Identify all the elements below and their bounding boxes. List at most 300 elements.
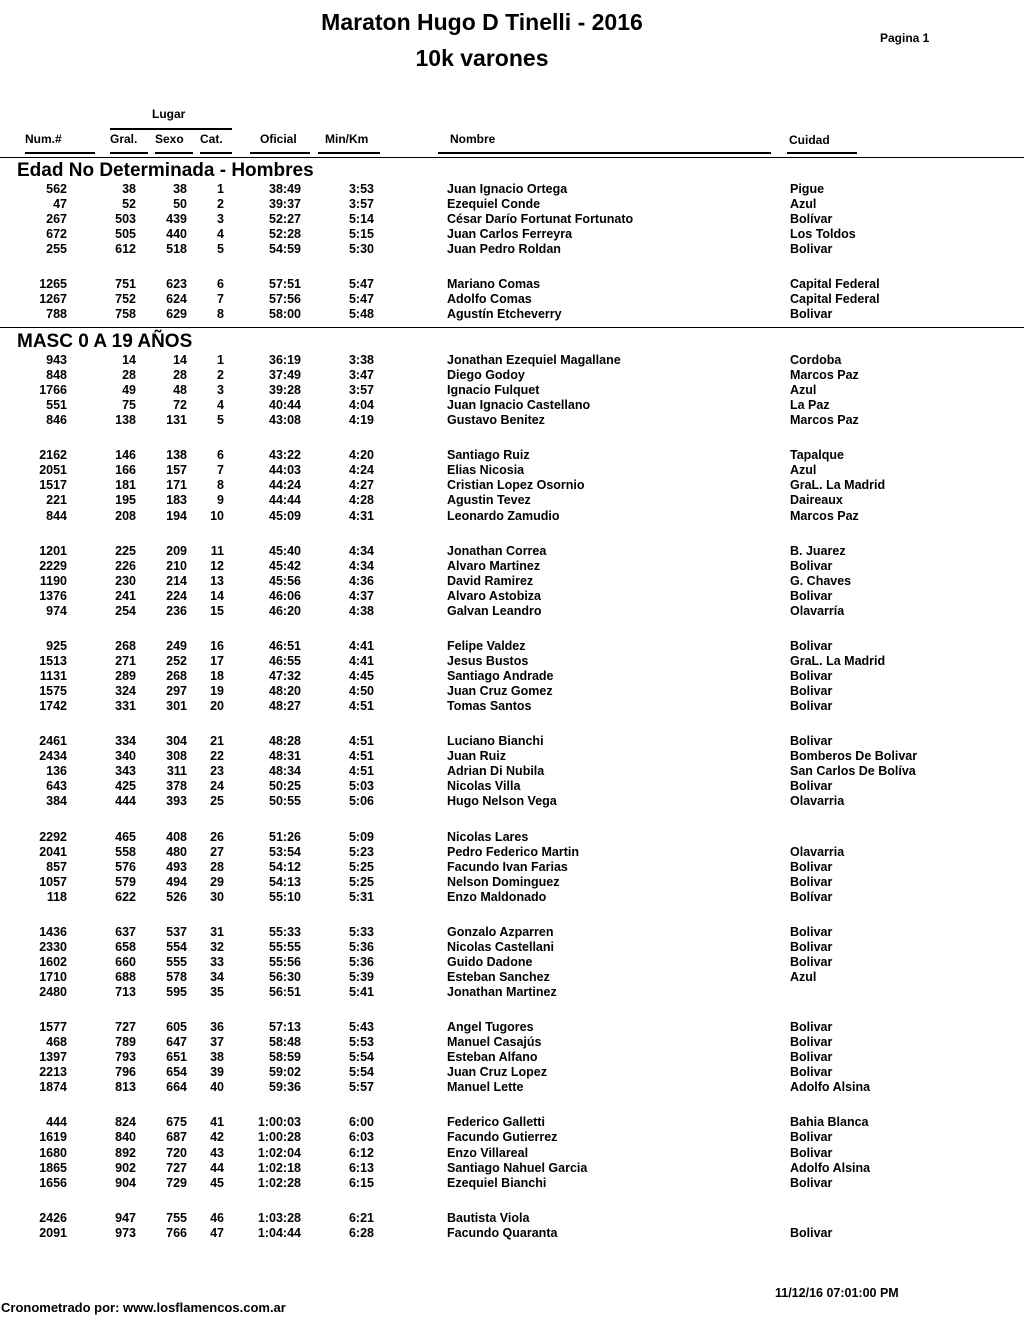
city-cell: Bolivar: [790, 859, 833, 874]
minkm-cell: 4:51: [348, 749, 374, 764]
sexo-cell: 183: [166, 493, 187, 508]
city-cell: Bolivar: [790, 1020, 833, 1035]
num-cell: 1517: [39, 478, 67, 493]
sexo-cell: 623: [166, 277, 187, 292]
sexo-cell: 493: [166, 859, 187, 874]
oficial-cell: 45:09: [269, 508, 301, 523]
minkm-cell: 3:53: [348, 182, 374, 196]
result-row: [0, 1130, 1024, 1145]
result-row: [0, 509, 1024, 524]
gral-cell: 289: [115, 669, 136, 683]
cat-cell: 27: [210, 844, 224, 859]
oficial-cell: 1:00:03: [257, 1115, 301, 1130]
city-cell: Bahia Blanca: [790, 1115, 869, 1130]
oficial-cell: 57:56: [269, 292, 301, 307]
sexo-cell: 50: [173, 197, 187, 212]
oficial-cell: 55:10: [269, 889, 301, 904]
city-cell: Bolivar: [790, 242, 833, 257]
num-cell: 2041: [39, 844, 67, 859]
result-row: [0, 1065, 1024, 1080]
name-cell: Juan Ignacio Castellano: [447, 398, 591, 413]
gral-cell: 637: [115, 924, 136, 939]
cat-cell: 40: [210, 1080, 224, 1095]
result-row: [0, 654, 1024, 669]
oficial-cell: 46:20: [269, 603, 301, 618]
gral-cell: 503: [115, 212, 136, 227]
gral-cell: 181: [115, 478, 136, 493]
oficial-cell: 40:44: [269, 398, 301, 413]
minkm-cell: 6:21: [348, 1210, 374, 1225]
sexo-cell: 654: [166, 1065, 187, 1080]
gral-underline: [110, 152, 148, 154]
minkm-cell: 5:14: [348, 212, 374, 227]
report-subtitle: 10k varones: [415, 45, 549, 71]
sexo-cell: 439: [166, 212, 187, 227]
oficial-cell: 38:49: [269, 182, 301, 196]
sexo-cell: 157: [166, 463, 187, 478]
cat-cell: 41: [210, 1115, 224, 1130]
num-cell: 551: [46, 398, 67, 413]
num-cell: 468: [46, 1035, 67, 1050]
name-cell: Hugo Nelson Vega: [447, 794, 557, 809]
name-cell: Enzo Villareal: [447, 1145, 529, 1160]
cat-cell: 18: [210, 669, 224, 683]
city-cell: Marcos Paz: [790, 413, 859, 428]
name-cell: Tomas Santos: [447, 699, 532, 714]
sexo-cell: 494: [166, 874, 187, 889]
gral-cell: 576: [115, 859, 136, 874]
num-cell: 2434: [39, 749, 67, 764]
sexo-cell: 28: [173, 368, 187, 383]
city-cell: Azul: [790, 383, 817, 398]
oficial-cell: 1:02:28: [257, 1175, 301, 1190]
cat-cell: 16: [210, 638, 224, 653]
city-cell: Los Toldos: [790, 227, 856, 242]
num-cell: 1397: [39, 1050, 67, 1065]
oficial-cell: 52:27: [269, 212, 301, 227]
cat-cell: 15: [210, 603, 224, 618]
result-row: [0, 669, 1024, 684]
cat-cell: 22: [210, 749, 224, 764]
cat-cell: 7: [217, 463, 224, 478]
num-cell: 925: [46, 638, 67, 653]
gral-cell: 824: [115, 1115, 136, 1130]
minkm-cell: 4:31: [348, 508, 374, 523]
cat-cell: 4: [217, 398, 224, 413]
oficial-cell: 52:28: [269, 227, 301, 242]
gral-cell: 254: [115, 603, 136, 618]
minkm-cell: 4:28: [348, 493, 374, 508]
num-cell: 384: [46, 794, 67, 809]
minkm-cell: 6:12: [348, 1145, 374, 1160]
gral-cell: 49: [122, 383, 136, 398]
num-cell: 2213: [39, 1065, 67, 1080]
cat-cell: 19: [210, 684, 224, 699]
result-row: [0, 845, 1024, 860]
result-row: [0, 292, 1024, 307]
name-cell: Nicolas Villa: [447, 779, 521, 794]
minkm-cell: 6:15: [348, 1175, 374, 1190]
minkm-cell: 5:57: [348, 1080, 374, 1095]
num-cell: 672: [46, 227, 67, 242]
minkm-cell: 4:34: [348, 558, 374, 573]
name-cell: Elias Nicosia: [447, 463, 525, 478]
cat-cell: 2: [217, 368, 224, 383]
sexo-cell: 526: [166, 889, 187, 904]
name-cell: Alvaro Martinez: [447, 558, 541, 573]
num-cell: 1742: [39, 699, 67, 714]
name-cell: Galvan Leandro: [447, 603, 542, 618]
oficial-cell: 39:28: [269, 383, 301, 398]
oficial-cell: 47:32: [269, 669, 301, 683]
minkm-cell: 5:23: [348, 844, 374, 859]
name-cell: Facundo Gutierrez: [447, 1130, 558, 1145]
result-row: [0, 493, 1024, 508]
name-cell: Angel Tugores: [447, 1020, 534, 1035]
oficial-cell: 48:28: [269, 734, 301, 749]
gral-cell: 195: [115, 493, 136, 508]
result-row: [0, 383, 1024, 398]
name-cell: Nicolas Lares: [447, 829, 529, 844]
city-cell: Bolivar: [790, 1065, 833, 1080]
sexo-cell: 729: [166, 1175, 187, 1190]
section-title: Edad No Determinada - Hombres: [17, 160, 314, 181]
minkm-cell: 5:09: [348, 829, 374, 844]
city-cell: G. Chaves: [790, 573, 852, 588]
name-cell: Santiago Nahuel Garcia: [447, 1160, 588, 1175]
city-cell: Bolivar: [790, 1145, 833, 1160]
gral-cell: 752: [115, 292, 136, 307]
num-cell: 118: [46, 889, 67, 904]
sexo-cell: 214: [166, 573, 187, 588]
gral-cell: 796: [115, 1065, 136, 1080]
num-cell: 2461: [39, 734, 67, 749]
cat-cell: 35: [210, 985, 224, 999]
num-cell: 2162: [39, 448, 67, 463]
cat-cell: 31: [210, 924, 224, 939]
num-cell: 221: [46, 493, 67, 508]
result-row: [0, 574, 1024, 589]
minkm-cell: 4:41: [348, 653, 374, 668]
nombre-underline: [438, 152, 771, 154]
cat-cell: 1: [217, 353, 224, 367]
name-cell: Jesus Bustos: [447, 653, 529, 668]
result-row: [0, 1115, 1024, 1130]
lugar-underline: [110, 128, 232, 130]
sexo-cell: 647: [166, 1035, 187, 1050]
city-cell: Bolivar: [790, 558, 833, 573]
cat-cell: 9: [217, 493, 224, 508]
cat-cell: 11: [210, 543, 224, 558]
gral-cell: 973: [115, 1225, 136, 1240]
minkm-cell: 5:53: [348, 1035, 374, 1050]
result-row: [0, 830, 1024, 845]
result-row: [0, 985, 1024, 1000]
gral-cell: 343: [115, 764, 136, 779]
num-cell: 1575: [39, 684, 67, 699]
name-cell: Guido Dadone: [447, 954, 533, 969]
city-cell: Marcos Paz: [790, 368, 859, 383]
oficial-cell: 55:55: [269, 939, 301, 954]
city-cell: Olavarria: [790, 794, 845, 809]
minkm-cell: 5:47: [348, 277, 374, 292]
oficial-cell: 45:40: [269, 543, 301, 558]
cat-underline: [200, 152, 232, 154]
name-cell: Manuel Lette: [447, 1080, 524, 1095]
gral-cell: 225: [115, 543, 136, 558]
minkm-cell: 4:51: [348, 734, 374, 749]
minkm-cell: 4:34: [348, 543, 374, 558]
cat-cell: 5: [217, 242, 224, 257]
name-cell: Nelson Dominguez: [447, 874, 560, 889]
oficial-cell: 39:37: [269, 197, 301, 212]
section-title: MASC 0 A 19 AÑOS: [17, 331, 193, 352]
city-cell: Azul: [790, 463, 817, 478]
minkm-cell: 5:48: [348, 307, 374, 322]
minkm-cell: 4:27: [348, 478, 374, 493]
minkm-cell: 4:50: [348, 684, 374, 699]
cat-cell: 37: [210, 1035, 224, 1050]
result-row: [0, 398, 1024, 413]
sexo-cell: 308: [166, 749, 187, 764]
city-cell: Pigue: [790, 182, 825, 196]
gral-cell: 892: [115, 1145, 136, 1160]
oficial-cell: 48:31: [269, 749, 301, 764]
gral-cell: 579: [115, 874, 136, 889]
city-cell: Bolivar: [790, 684, 833, 699]
minkm-cell: 6:03: [348, 1130, 374, 1145]
cat-cell: 39: [210, 1065, 224, 1080]
name-cell: Agustin Tevez: [447, 493, 531, 508]
sexo-cell: 301: [166, 699, 187, 714]
cat-cell: 36: [210, 1020, 224, 1035]
minkm-cell: 4:37: [348, 588, 374, 603]
name-cell: Pedro Federico Martin: [447, 844, 579, 859]
header-minkm: Min/Km: [325, 132, 369, 146]
minkm-cell: 5:41: [348, 985, 374, 999]
name-cell: Federico Galletti: [447, 1115, 545, 1130]
oficial-cell: 54:13: [269, 874, 301, 889]
num-cell: 1680: [39, 1145, 67, 1160]
result-row: [0, 448, 1024, 463]
oficial-cell: 54:12: [269, 859, 301, 874]
gral-cell: 751: [115, 277, 136, 292]
gral-cell: 14: [122, 353, 136, 367]
result-row: [0, 860, 1024, 875]
sexo-cell: 171: [166, 478, 187, 493]
gral-cell: 230: [115, 573, 136, 588]
gral-cell: 793: [115, 1050, 136, 1065]
minkm-cell: 5:36: [348, 939, 374, 954]
result-row: [0, 639, 1024, 654]
name-cell: Felipe Valdez: [447, 638, 526, 653]
sexo-cell: 687: [166, 1130, 187, 1145]
oficial-cell: 1:02:04: [257, 1145, 301, 1160]
report-title: Maraton Hugo D Tinelli - 2016: [321, 9, 643, 35]
name-cell: Nicolas Castellani: [447, 939, 554, 954]
city-cell: Tapalque: [790, 448, 844, 463]
name-cell: Alvaro Astobiza: [447, 588, 542, 603]
city-cell: GraL. La Madrid: [790, 653, 886, 668]
num-cell: 848: [46, 368, 67, 383]
sexo-cell: 224: [166, 588, 187, 603]
sexo-cell: 72: [173, 398, 187, 413]
name-cell: Ezequiel Conde: [447, 197, 541, 212]
result-row: [0, 940, 1024, 955]
sexo-underline: [155, 152, 193, 154]
city-cell: Bolivar: [790, 1050, 833, 1065]
gral-cell: 208: [115, 508, 136, 523]
header-gral: Gral.: [110, 132, 138, 146]
sexo-cell: 629: [166, 307, 187, 322]
minkm-cell: 4:20: [348, 448, 374, 463]
minkm-cell: 5:33: [348, 924, 374, 939]
result-row: [0, 925, 1024, 940]
cat-cell: 8: [217, 307, 224, 322]
name-cell: Agustín Etcheverry: [447, 307, 562, 322]
city-cell: Bolivar: [790, 734, 833, 749]
sexo-cell: 138: [166, 448, 187, 463]
result-row: [0, 699, 1024, 714]
gral-cell: 444: [115, 794, 136, 809]
gral-cell: 334: [115, 734, 136, 749]
minkm-cell: 5:54: [348, 1050, 374, 1065]
num-cell: 1190: [39, 573, 67, 588]
city-cell: Bolivar: [790, 307, 833, 322]
cat-cell: 46: [210, 1210, 224, 1225]
minkm-cell: 5:15: [348, 227, 374, 242]
name-cell: Adrian Di Nubila: [447, 764, 545, 779]
num-cell: 1656: [39, 1175, 67, 1190]
city-cell: Bolivar: [790, 699, 833, 714]
city-cell: Adolfo Alsina: [790, 1160, 871, 1175]
sexo-cell: 252: [166, 653, 187, 668]
minkm-cell: 3:47: [348, 368, 374, 383]
sexo-cell: 210: [166, 558, 187, 573]
result-row: [0, 197, 1024, 212]
oficial-cell: 46:06: [269, 588, 301, 603]
result-row: [0, 779, 1024, 794]
gral-cell: 28: [122, 368, 136, 383]
name-cell: Esteban Sanchez: [447, 969, 550, 984]
sexo-cell: 578: [166, 969, 187, 984]
num-cell: 1267: [39, 292, 67, 307]
name-cell: Juan Carlos Ferreyra: [447, 227, 573, 242]
result-row: [0, 955, 1024, 970]
city-cell: Bolivar: [790, 954, 833, 969]
sexo-cell: 14: [173, 353, 187, 367]
result-row: [0, 1161, 1024, 1176]
header-nombre: Nombre: [450, 132, 496, 146]
oficial-cell: 44:44: [269, 493, 301, 508]
name-cell: Cristian Lopez Osornio: [447, 478, 585, 493]
oficial-cell: 45:42: [269, 558, 301, 573]
minkm-cell: 4:36: [348, 573, 374, 588]
name-cell: Leonardo Zamudio: [447, 508, 560, 523]
cat-cell: 45: [210, 1175, 224, 1190]
gral-cell: 947: [115, 1210, 136, 1225]
sexo-cell: 537: [166, 924, 187, 939]
oficial-cell: 48:34: [269, 764, 301, 779]
city-cell: Azul: [790, 197, 817, 212]
city-cell: Bolivar: [790, 939, 833, 954]
name-cell: Luciano Bianchi: [447, 734, 544, 749]
cat-cell: 43: [210, 1145, 224, 1160]
timing-credit: Cronometrado por: www.losflamencos.com.ar: [1, 1300, 286, 1315]
sexo-cell: 755: [166, 1210, 187, 1225]
name-cell: Facundo Ivan Farias: [447, 859, 568, 874]
result-row: [0, 890, 1024, 905]
city-cell: Bolivar: [790, 924, 833, 939]
name-cell: Gustavo Benitez: [447, 413, 545, 428]
oficial-cell: 53:54: [269, 844, 301, 859]
gral-cell: 904: [115, 1175, 136, 1190]
result-row: [0, 970, 1024, 985]
gral-cell: 340: [115, 749, 136, 764]
cat-cell: 28: [210, 859, 224, 874]
num-cell: 643: [46, 779, 67, 794]
oficial-cell: 55:33: [269, 924, 301, 939]
oficial-cell: 44:24: [269, 478, 301, 493]
cat-cell: 10: [210, 508, 224, 523]
cat-cell: 32: [210, 939, 224, 954]
num-cell: 2330: [39, 939, 67, 954]
oficial-cell: 56:51: [269, 985, 301, 999]
result-row: [0, 227, 1024, 242]
gral-cell: 138: [115, 413, 136, 428]
num-cell: 562: [46, 182, 67, 196]
minkm-cell: 5:36: [348, 954, 374, 969]
name-cell: Juan Cruz Gomez: [447, 684, 553, 699]
num-cell: 1265: [39, 277, 67, 292]
cat-cell: 24: [210, 779, 224, 794]
oficial-cell: 45:56: [269, 573, 301, 588]
result-row: [0, 544, 1024, 559]
cat-cell: 34: [210, 969, 224, 984]
minkm-cell: 6:00: [348, 1115, 374, 1130]
cat-cell: 17: [210, 653, 224, 668]
header-oficial: Oficial: [260, 132, 297, 146]
oficial-cell: 48:20: [269, 684, 301, 699]
cat-cell: 6: [217, 277, 224, 292]
city-cell: Bolívar: [790, 889, 833, 904]
result-row: [0, 463, 1024, 478]
gral-cell: 166: [115, 463, 136, 478]
num-cell: 47: [53, 197, 67, 212]
name-cell: Manuel Casajús: [447, 1035, 542, 1050]
num-underline: [25, 152, 95, 154]
gral-cell: 658: [115, 939, 136, 954]
sexo-cell: 48: [173, 383, 187, 398]
oficial-cell: 58:00: [269, 307, 301, 322]
gral-cell: 505: [115, 227, 136, 242]
oficial-cell: 54:59: [269, 242, 301, 257]
result-row: [0, 368, 1024, 383]
sexo-cell: 720: [166, 1145, 187, 1160]
gral-cell: 789: [115, 1035, 136, 1050]
result-row: [0, 413, 1024, 428]
sexo-cell: 555: [166, 954, 187, 969]
gral-cell: 226: [115, 558, 136, 573]
minkm-cell: 4:45: [348, 669, 374, 683]
sexo-cell: 624: [166, 292, 187, 307]
name-cell: Jonathan Ezequiel Magallane: [447, 353, 621, 367]
city-cell: GraL. La Madrid: [790, 478, 886, 493]
sexo-cell: 131: [166, 413, 187, 428]
gral-cell: 902: [115, 1160, 136, 1175]
name-cell: César Darío Fortunat Fortunato: [447, 212, 634, 227]
name-cell: Juan Cruz Lopez: [447, 1065, 548, 1080]
